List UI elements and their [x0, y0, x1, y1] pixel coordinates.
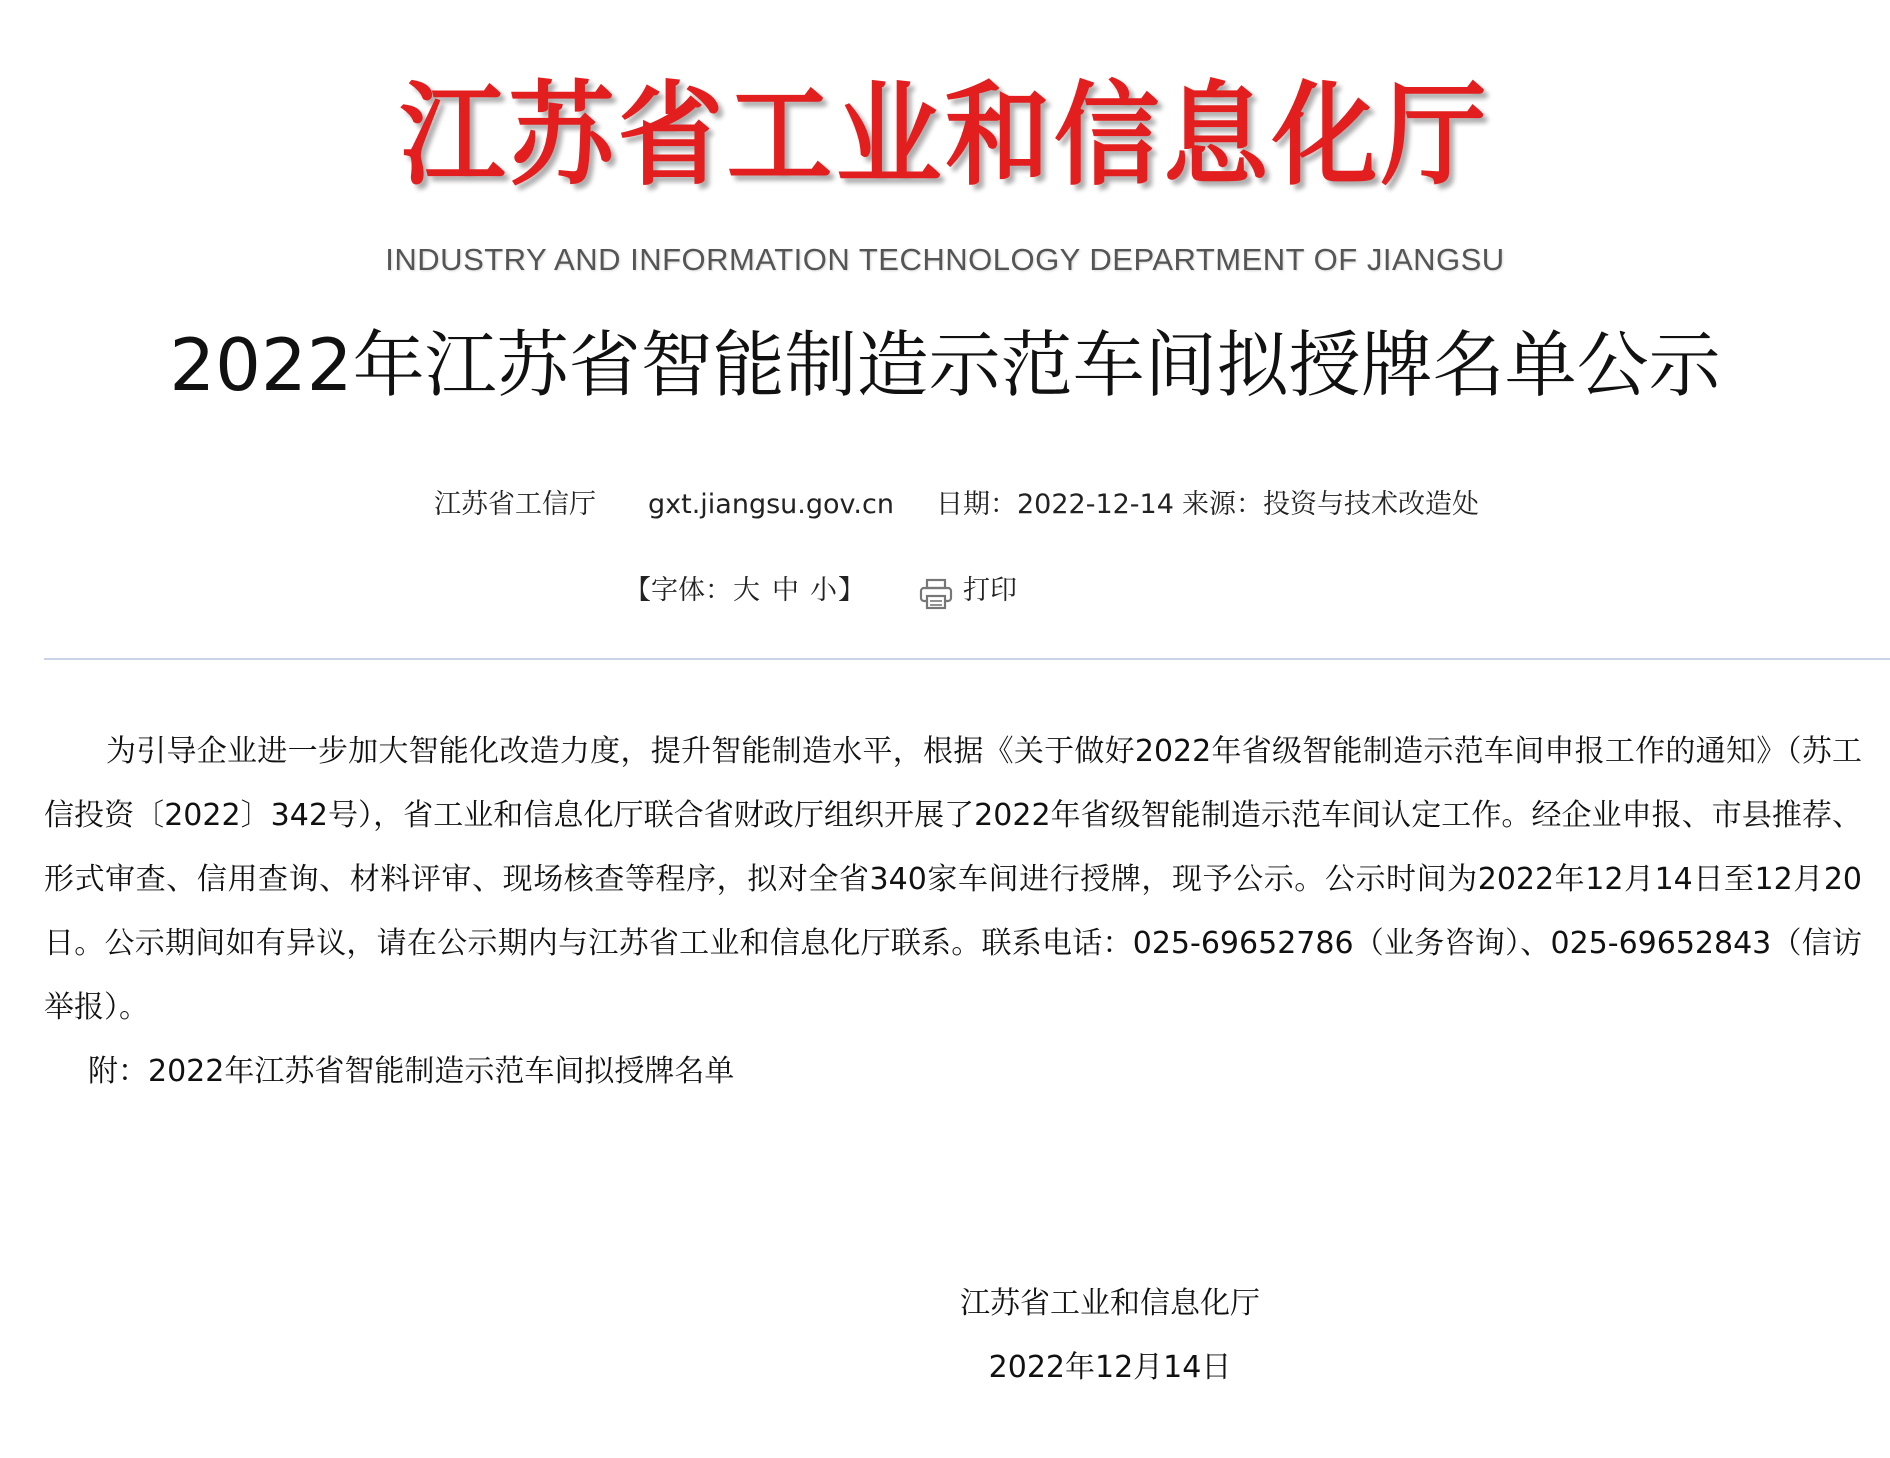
meta-date-value: 2022-12-14	[1017, 489, 1174, 520]
meta-publisher: 江苏省工信厅	[434, 489, 596, 520]
signature-date: 2022年12月14日	[988, 1350, 1232, 1385]
font-size-medium-button[interactable]: 中	[772, 575, 799, 606]
article-body: 为引导企业进一步加大智能化改造力度，提升智能制造水平，根据《关于做好2022年省级智能制造示范车间申报工作的通知》（苏工信投资〔2022〕342号），省工业和信息化厅联合省财政厅组织开展了2022年省级智能制造示范车间认定工作。经企业申报、市县推荐、形式审查、信用查询、材料评审、现场核查等程序，拟对全省340家车间进行授牌，现予公示。公示时间为2022年12月14日至12月20日。公示期间如有异议，请在公示期内与江苏省工业和信息化厅联系。联系电话：025-69652786（业务咨询）、025-69652843（信访举报）。	[44, 734, 1862, 1025]
article-content	[44, 720, 1862, 1104]
meta-site[interactable]: gxt.jiangsu.gov.cn	[648, 489, 894, 520]
logo-chinese: 江苏省工业和信息化厅	[399, 71, 1491, 201]
meta-date	[936, 488, 1174, 522]
font-size-small-button[interactable]: 小	[810, 575, 837, 606]
logo-english: INDUSTRY AND INFORMATION TECHNOLOGY DEPARTMENT OF JIANGSU	[385, 242, 1505, 277]
font-size-bracket: 】	[838, 575, 865, 606]
printer-icon[interactable]	[918, 578, 954, 610]
divider	[44, 658, 1890, 660]
article-title: 2022年江苏省智能制造示范车间拟授牌名单公示	[169, 323, 1721, 407]
attachment-link[interactable]: 附：2022年江苏省智能制造示范车间拟授牌名单	[88, 1054, 735, 1089]
site-banner	[0, 72, 1890, 278]
signature-org: 江苏省工业和信息化厅	[960, 1286, 1260, 1321]
signature-block	[950, 1272, 1270, 1400]
meta-date-label: 日期：	[936, 489, 1017, 520]
print-button[interactable]: 打印	[963, 575, 1017, 606]
meta-source-label: 来源：	[1182, 489, 1263, 520]
meta-source	[1182, 488, 1479, 522]
font-size-large-button[interactable]: 大	[733, 575, 760, 606]
font-size-label: 【字体：	[624, 575, 732, 606]
meta-source-value: 投资与技术改造处	[1263, 489, 1479, 520]
